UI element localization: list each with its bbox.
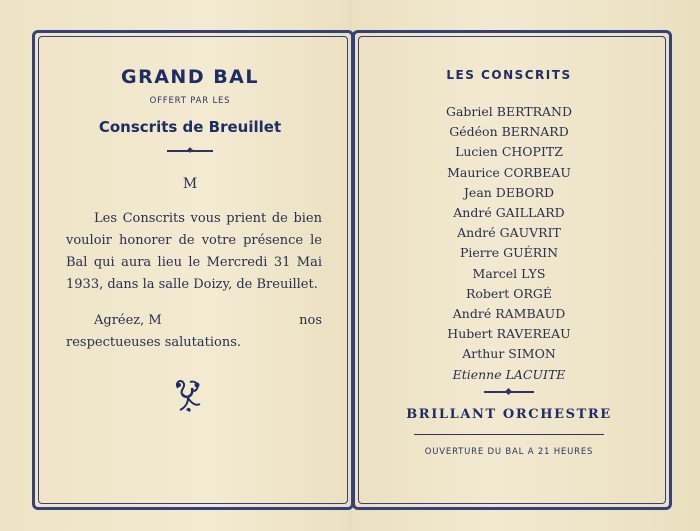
list-item: Gabriel BERTRAND — [445, 104, 573, 119]
list-item: Robert ORGÉ — [465, 285, 553, 301]
closing-block — [66, 310, 322, 354]
opening-time: OUVERTURE DU BAL A 21 HEURES — [424, 446, 594, 457]
right-panel — [360, 38, 658, 457]
closing-line-1: Agréez, M — [94, 313, 162, 328]
list-item: Arthur SIMON — [462, 346, 556, 362]
divider-rule — [167, 150, 213, 152]
left-panel — [40, 38, 340, 420]
orchestra-heading: BRILLANT ORCHESTRE — [406, 406, 612, 422]
list-item: Maurice CORBEAU — [447, 164, 571, 180]
closing-line-2: respectueuses salutations. — [66, 335, 242, 350]
closing-nos: nos — [299, 313, 322, 328]
divider-rule — [484, 391, 534, 393]
floral-flourish-icon — [40, 376, 340, 420]
list-item: Jean DEBORD — [463, 184, 555, 200]
list-item: Hubert RAVEREAU — [447, 326, 571, 342]
list-item: Marcel LYS — [472, 265, 546, 281]
salutation-initial: M — [182, 176, 198, 192]
list-item: Gédéon BERNARD — [449, 124, 569, 140]
list-item: Lucien CHOPITZ — [455, 144, 563, 160]
event-subtitle: OFFERT PAR LES — [149, 96, 231, 106]
list-item: Pierre GUÉRIN — [459, 245, 559, 261]
list-item: André RAMBAUD — [452, 306, 566, 322]
list-item: André GAUVRIT — [457, 225, 561, 241]
event-title: GRAND BAL — [120, 66, 259, 88]
conscripts-list — [360, 102, 658, 385]
list-item: Etienne LACUITE — [452, 366, 566, 382]
invitation-text: Les Conscrits vous prient de bien vouloir honorer de votre présence le Bal qui aura lieu le Mercredi 31 Mai 1933, dans la salle Doizy, de Breuillet. — [66, 211, 322, 292]
organizer-name: Conscrits de Breuillet — [98, 118, 282, 136]
conscripts-title: LES CONSCRITS — [446, 68, 572, 82]
list-item: André GAILLARD — [453, 205, 565, 221]
divider-line — [414, 434, 604, 435]
